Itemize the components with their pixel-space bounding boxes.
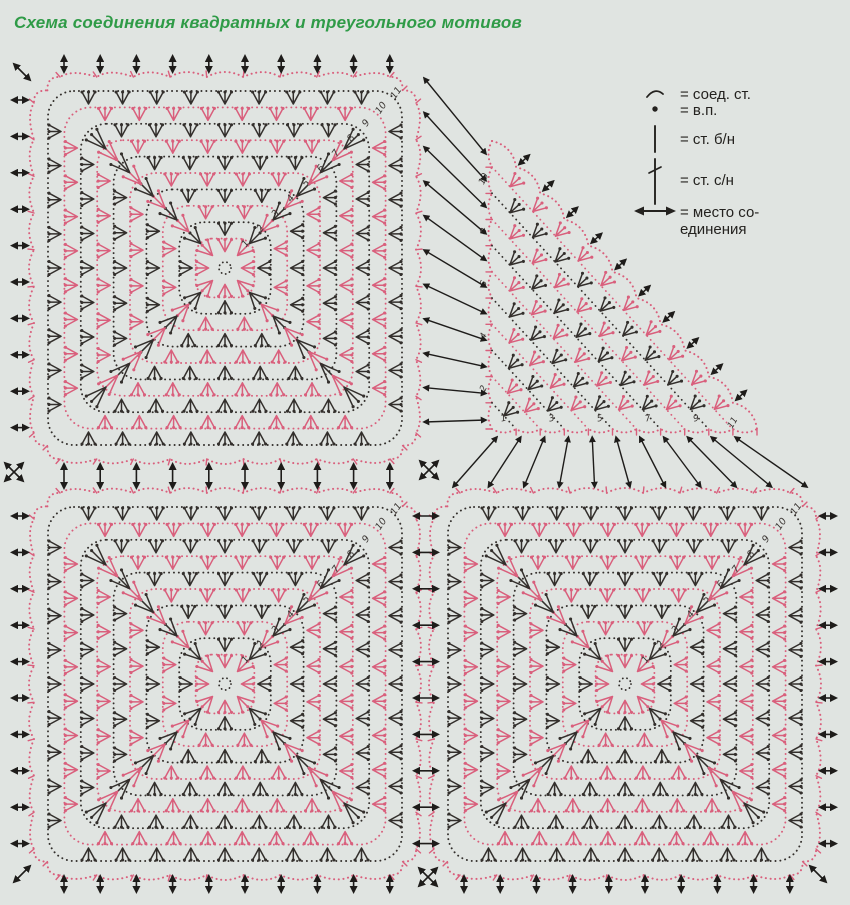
- round-number: 5: [299, 593, 313, 606]
- join-arrow: [616, 437, 630, 487]
- round-number: 9: [360, 117, 373, 129]
- legend-item-double-crochet: [630, 156, 734, 208]
- round-number: 3: [669, 624, 683, 636]
- legend-label: = место со- единения: [680, 204, 760, 238]
- join-arrow: [567, 207, 577, 216]
- round-number: 6: [714, 578, 728, 591]
- round-number: 4: [478, 331, 490, 342]
- legend-label: = ст. б/н: [680, 131, 736, 148]
- motif-square-bottom-right: [428, 487, 822, 881]
- legend-label: = в.п.: [680, 102, 718, 119]
- join-arrow: [640, 437, 666, 487]
- round-number: 2: [254, 639, 268, 651]
- round-number: 3: [269, 208, 283, 220]
- join-arrow: [424, 420, 486, 422]
- join-arrow: [591, 234, 601, 244]
- join-arrow: [688, 338, 698, 347]
- join-arrow: [664, 312, 674, 322]
- legend-item-single-crochet: [630, 122, 735, 156]
- round-number: 8: [345, 132, 358, 144]
- motif-square-top-left: [28, 71, 422, 465]
- round-number: 8: [478, 226, 490, 237]
- round-number: 1: [239, 238, 252, 250]
- round-number: 6: [314, 162, 328, 175]
- join-arrow: [424, 388, 486, 394]
- join-arrow: [424, 147, 486, 207]
- join-arrow: [736, 391, 746, 401]
- round-number: 7: [329, 563, 343, 575]
- round-number: 6: [314, 578, 328, 591]
- join-arrow: [488, 437, 520, 487]
- round-number: 11: [788, 500, 805, 518]
- round-number: 10: [477, 171, 492, 187]
- round-number: 8: [745, 548, 758, 560]
- round-number: 4: [284, 192, 298, 205]
- chain-stitch-dot-icon: [630, 102, 680, 116]
- legend-label: = ст. с/н: [680, 172, 734, 189]
- join-arrow: [640, 286, 650, 296]
- round-number: 11: [726, 415, 741, 431]
- join-arrow: [712, 364, 722, 374]
- join-arrow: [615, 260, 625, 270]
- round-number: 9: [692, 413, 700, 425]
- round-number: 7: [644, 413, 652, 425]
- join-arrow: [424, 319, 486, 340]
- round-number: 6: [478, 279, 490, 289]
- join-arrow: [810, 866, 826, 882]
- legend-item-join-place: [630, 204, 759, 238]
- join-arrow: [424, 78, 486, 154]
- round-number: 11: [388, 84, 405, 102]
- round-number: 4: [284, 608, 298, 621]
- page-title: Схема соединения квадратных и треугольного мотивов: [14, 13, 522, 32]
- join-place-arrow-icon: [630, 204, 680, 218]
- legend-label: = соед. ст.: [680, 86, 751, 103]
- round-number: 5: [596, 413, 604, 425]
- legend-item-chain: [630, 102, 717, 119]
- round-number: 4: [684, 608, 698, 621]
- round-number: 11: [388, 500, 405, 518]
- round-number: 10: [373, 100, 390, 117]
- round-number: 9: [760, 533, 773, 545]
- join-arrow: [519, 155, 529, 165]
- join-arrow: [453, 437, 497, 487]
- legend-item-slip-stitch: [630, 86, 751, 103]
- round-number: 1: [239, 654, 252, 666]
- round-number: 8: [345, 548, 358, 560]
- join-arrow: [424, 284, 486, 313]
- join-arrow: [424, 181, 486, 234]
- round-number: 3: [269, 624, 283, 636]
- join-arrow: [424, 353, 486, 367]
- motif-square-bottom-left: [28, 487, 422, 881]
- join-arrow: [524, 437, 545, 487]
- round-number: 7: [329, 147, 343, 159]
- round-number: 10: [373, 516, 390, 533]
- double-crochet-cross-icon: [630, 156, 680, 208]
- join-arrow: [14, 64, 30, 80]
- join-arrow: [711, 437, 771, 487]
- join-arrow: [592, 437, 594, 487]
- round-number: 2: [254, 223, 268, 235]
- round-number: 1: [639, 654, 652, 666]
- round-number: 2: [654, 639, 668, 651]
- join-arrow: [14, 866, 30, 882]
- slip-stitch-arc-icon: [630, 86, 680, 101]
- round-number: 7: [729, 563, 743, 575]
- round-number: 5: [299, 177, 313, 190]
- join-arrow: [559, 437, 568, 487]
- round-number: 10: [773, 516, 790, 533]
- round-number: 9: [360, 533, 373, 545]
- join-arrow: [424, 216, 486, 261]
- round-number: 5: [699, 593, 713, 606]
- join-arrow: [735, 437, 807, 487]
- join-arrow: [424, 250, 486, 287]
- round-number: 2: [478, 384, 490, 394]
- join-arrow: [424, 112, 486, 180]
- single-crochet-bar-icon: [630, 122, 680, 156]
- round-number: 1: [499, 413, 508, 425]
- join-arrow: [543, 181, 553, 191]
- round-number: 3: [547, 413, 556, 425]
